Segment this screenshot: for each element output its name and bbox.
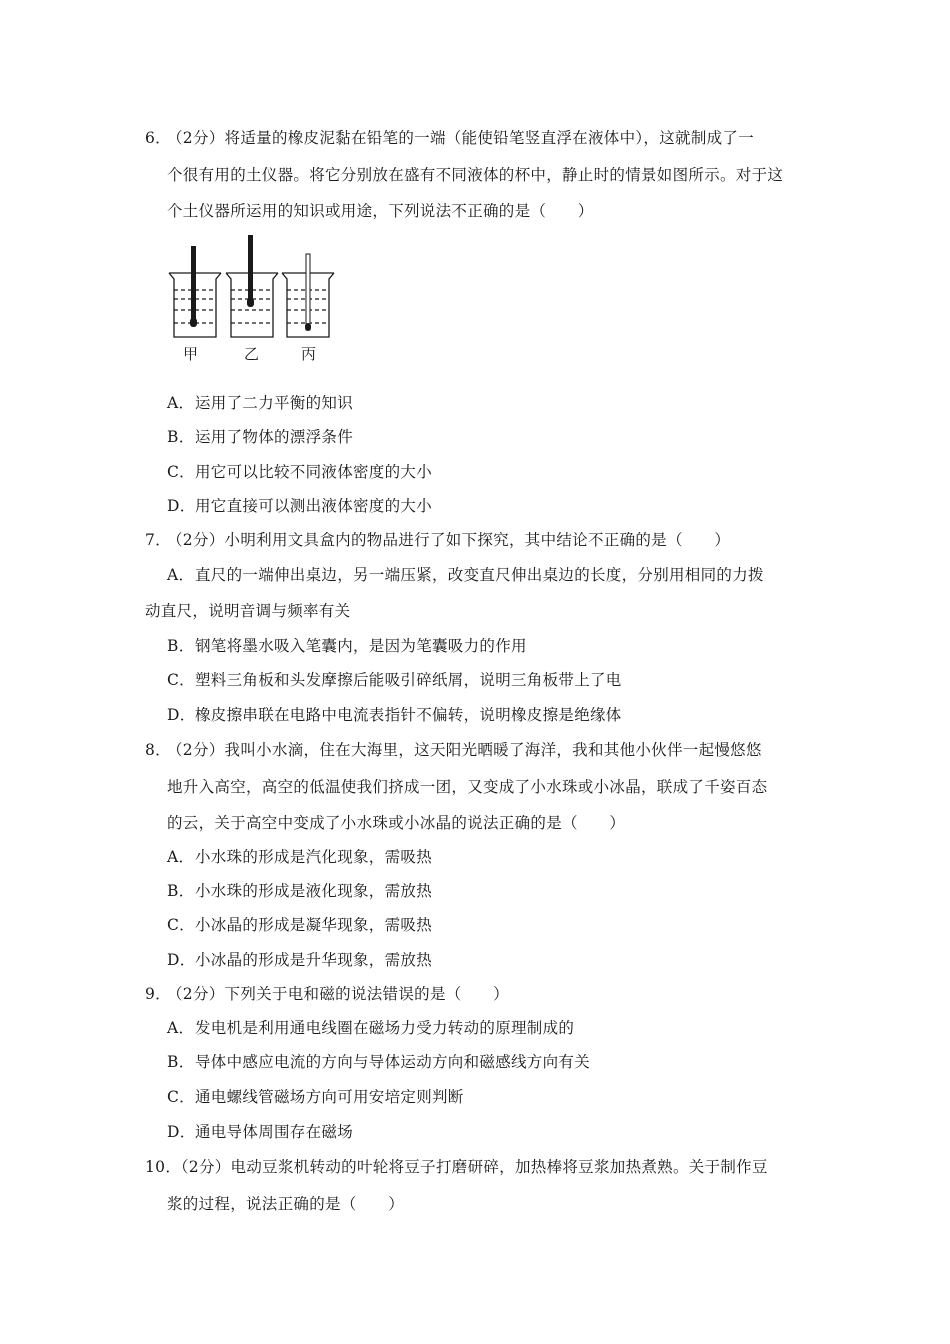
pencil-jia — [190, 246, 197, 327]
question-7-option-d: D．橡皮擦串联在电路中电流表指针不偏转，说明橡皮擦是绝缘体 — [167, 706, 622, 724]
question-6-line-2: 个很有用的土仪器。将它分别放在盛有不同液体的杯中，静止时的情景如图所示。对于这 — [167, 166, 784, 184]
question-6-option-c: C．用它可以比较不同液体密度的大小 — [167, 463, 433, 481]
question-7-line-1: 7．（2分）小明利用文具盒内的物品进行了如下探究，其中结论不正确的是（ ） — [145, 531, 731, 549]
figure-label-bing: 丙 — [301, 345, 317, 363]
figure-label-jia: 甲 — [183, 345, 199, 363]
beakers-figure — [160, 233, 350, 368]
question-8-option-a: A．小水珠的形成是汽化现象，需吸热 — [167, 848, 433, 866]
question-8-number: 8． — [145, 741, 171, 759]
question-6-number: 6． — [145, 129, 171, 147]
question-9-option-c: C．通电螺线管磁场方向可用安培定则判断 — [167, 1088, 464, 1106]
question-6-line-1: 6．（2分）将适量的橡皮泥黏在铅笔的一端（能使铅笔竖直浮在液体中），这就制成了一 — [145, 129, 755, 147]
question-9-option-d: D．通电导体周围存在磁场 — [167, 1123, 354, 1141]
question-8-option-d: D．小冰晶的形成是升华现象，需放热 — [167, 951, 433, 969]
pencil-bing — [305, 254, 311, 331]
beakers-diagram — [160, 233, 350, 348]
question-8-option-b: B．小水珠的形成是液化现象，需放热 — [167, 882, 433, 900]
question-7-option-a: A．直尺的一端伸出桌边，另一端压紧，改变直尺伸出桌边的长度，分别用相同的力拨 — [167, 566, 764, 584]
question-9-option-b: B．导体中感应电流的方向与导体运动方向和磁感线方向有关 — [167, 1053, 591, 1071]
question-9-line-1: 9．（2分）下列关于电和磁的说法错误的是（ ） — [145, 985, 509, 1003]
question-9-option-a: A．发电机是利用通电线圈在磁场力受力转动的原理制成的 — [167, 1019, 575, 1037]
question-7-number: 7． — [145, 531, 171, 549]
pencil-yi — [247, 235, 254, 307]
question-10-number: 10． — [145, 1158, 182, 1176]
question-8-line-2: 地升入高空，高空的低温使我们挤成一团，又变成了小水珠或小冰晶，联成了千姿百态 — [167, 778, 768, 796]
question-8-option-c: C．小冰晶的形成是凝华现象，需吸热 — [167, 916, 433, 934]
question-6-option-a: A．运用了二力平衡的知识 — [167, 394, 354, 412]
figure-label-yi: 乙 — [244, 345, 260, 363]
question-7-option-b: B．钢笔将墨水吸入笔囊内，是因为笔囊吸力的作用 — [167, 637, 527, 655]
question-6-line-3: 个土仪器所运用的知识或用途，下列说法不正确的是（ ） — [167, 202, 594, 220]
question-10-line-2: 浆的过程，说法正确的是（ ） — [167, 1195, 405, 1213]
question-7-option-c: C．塑料三角板和头发摩擦后能吸引碎纸屑，说明三角板带上了电 — [167, 671, 622, 689]
question-6-option-d: D．用它直接可以测出液体密度的大小 — [167, 497, 433, 515]
question-8-line-1: 8．（2分）我叫小水滴，住在大海里，这天阳光晒暖了海洋，我和其他小伙伴一起慢悠悠 — [145, 741, 762, 759]
question-6-option-b: B．运用了物体的漂浮条件 — [167, 428, 354, 446]
question-10-line-1: 10．（2分）电动豆浆机转动的叶轮将豆子打磨研碎，加热棒将豆浆加热煮熟。关于制作豆 — [145, 1158, 768, 1176]
question-8-line-3: 的云，关于高空中变成了小水珠或小冰晶的说法正确的是（ ） — [167, 814, 626, 832]
question-7-option-a-continued: 动直尺，说明音调与频率有关 — [145, 602, 351, 620]
question-9-number: 9． — [145, 985, 171, 1003]
